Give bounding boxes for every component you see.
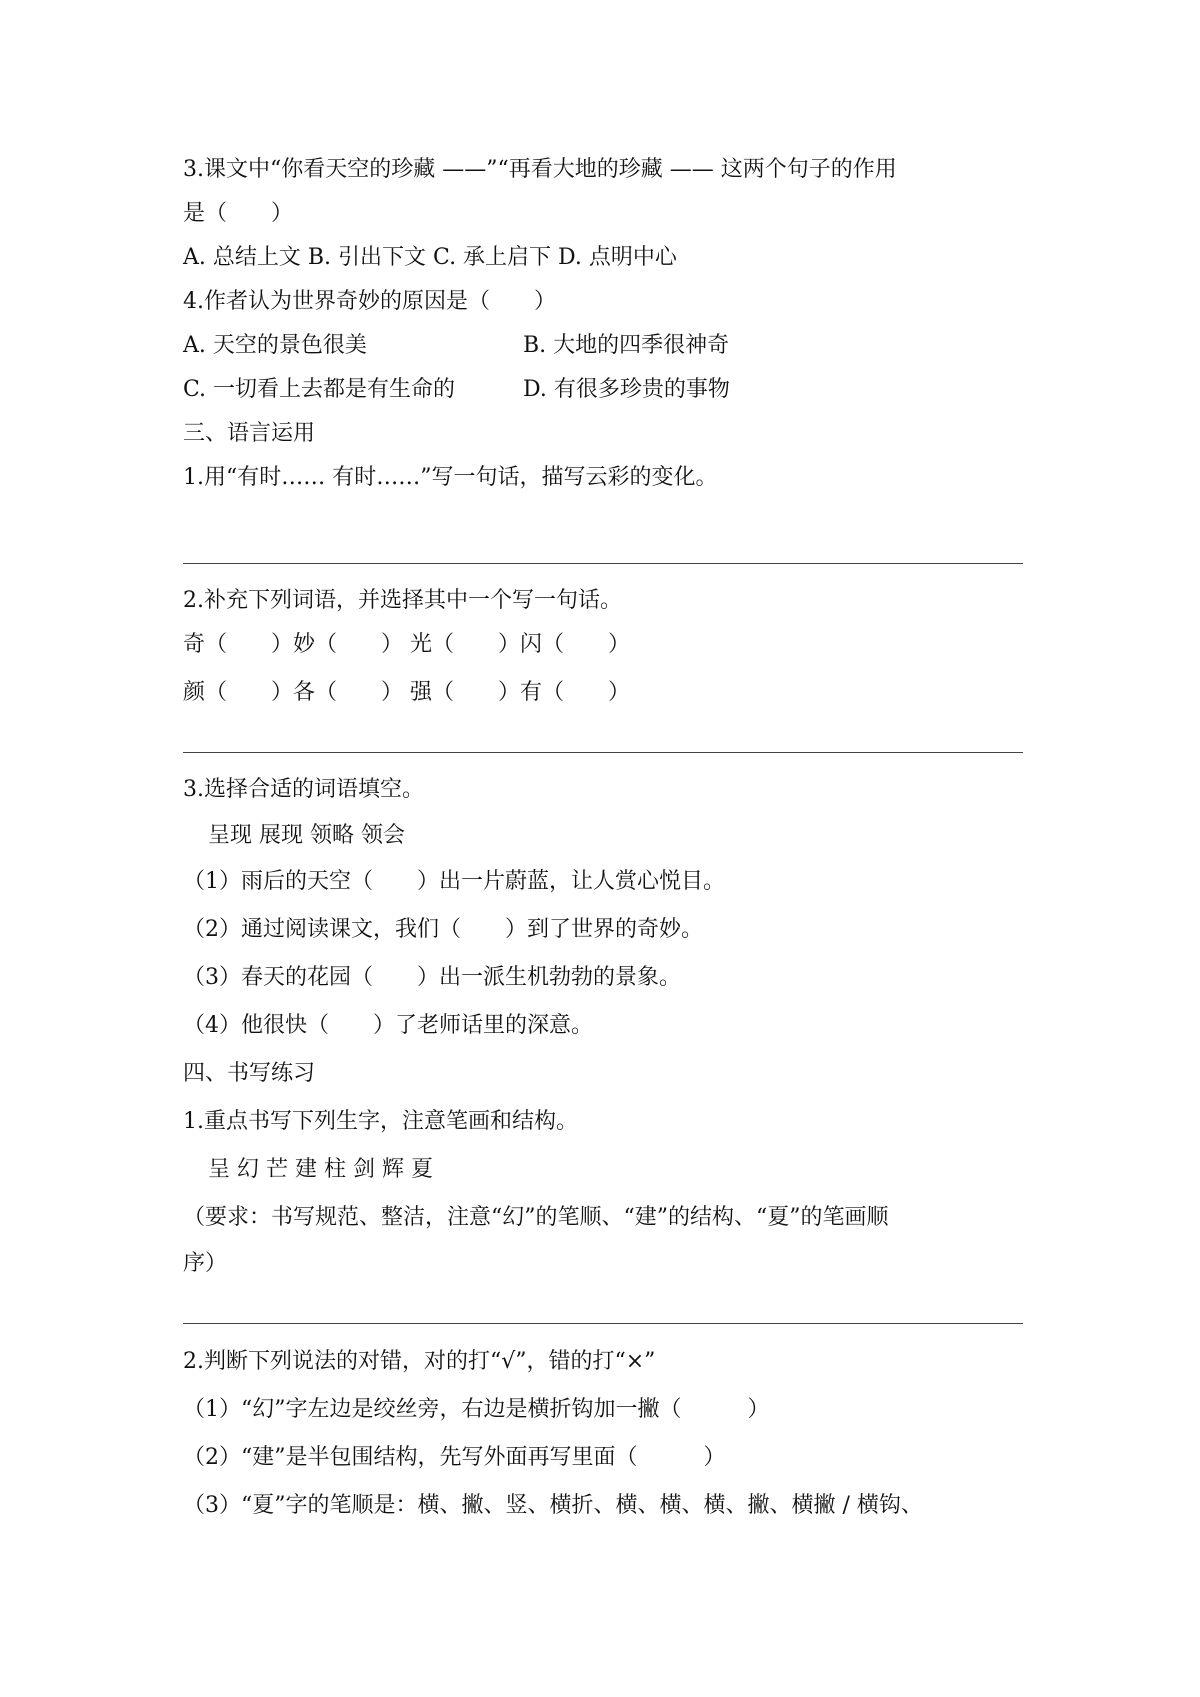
section4-title: 四、书写练习 xyxy=(183,1061,316,1086)
q3-stem-line2: 是（ ） xyxy=(183,201,294,226)
section3-q3-item: （4）他很快（ ）了老师话里的深意。 xyxy=(183,1013,593,1038)
answer-line-1 xyxy=(183,563,1023,564)
section4-q1-requirement-line1: （要求：书写规范、整洁，注意“幻”的笔顺、“建”的结构、“夏”的笔画顺 xyxy=(183,1205,889,1230)
q4-stem: 4.作者认为世界奇妙的原因是（ ） xyxy=(183,289,556,314)
section3-q3-item: （1）雨后的天空（ ）出一片蔚蓝，让人赏心悦目。 xyxy=(183,869,725,894)
section3-q3-words: 呈现 展现 领略 领会 xyxy=(208,823,405,848)
answer-line-2 xyxy=(183,752,1023,753)
q4-option-a: A. 天空的景色很美 xyxy=(183,333,367,358)
section3-q2-row1: 奇（ ）妙（ ） 光（ ）闪（ ） xyxy=(183,632,630,657)
section3-title: 三、语言运用 xyxy=(183,421,316,446)
q4-option-c: C. 一切看上去都是有生命的 xyxy=(183,377,456,402)
section4-q2-stem: 2.判断下列说法的对错，对的打“√”，错的打“×” xyxy=(183,1349,656,1374)
section3-q3-item: （2）通过阅读课文，我们（ ）到了世界的奇妙。 xyxy=(183,917,703,942)
section3-q3-item: （3）春天的花园（ ）出一派生机勃勃的景象。 xyxy=(183,965,681,990)
q3-stem-line1: 3.课文中“你看天空的珍藏 ——”“再看大地的珍藏 —— 这两个句子的作用 xyxy=(183,157,897,182)
section4-q1-stem: 1.重点书写下列生字，注意笔画和结构。 xyxy=(183,1109,578,1134)
q4-option-d: D. 有很多珍贵的事物 xyxy=(523,377,730,402)
section3-q2-row2: 颜（ ）各（ ） 强（ ）有（ ） xyxy=(183,680,630,705)
section3-q2-stem: 2.补充下列词语，并选择其中一个写一句话。 xyxy=(183,588,622,613)
section4-q2-item: （3）“夏”字的笔顺是：横、撇、竖、横折、横、横、横、撇、横撇 / 横钩、 xyxy=(183,1493,923,1518)
q4-option-b: B. 大地的四季很神奇 xyxy=(523,333,730,358)
section4-q2-item: （2）“建”是半包围结构，先写外面再写里面（ ） xyxy=(183,1445,726,1470)
section3-q3-stem: 3.选择合适的词语填空。 xyxy=(183,777,424,802)
section4-q2-item: （1）“幻”字左边是绞丝旁，右边是横折钩加一撇（ ） xyxy=(183,1397,770,1422)
section3-q1: 1.用“有时…… 有时……”写一句话，描写云彩的变化。 xyxy=(183,465,718,490)
answer-line-3 xyxy=(183,1323,1023,1324)
q3-options: A. 总结上文 B. 引出下文 C. 承上启下 D. 点明中心 xyxy=(183,245,677,270)
section4-q1-chars: 呈 幻 芒 建 柱 剑 辉 夏 xyxy=(208,1157,433,1182)
section4-q1-requirement-line2: 序） xyxy=(183,1251,228,1276)
